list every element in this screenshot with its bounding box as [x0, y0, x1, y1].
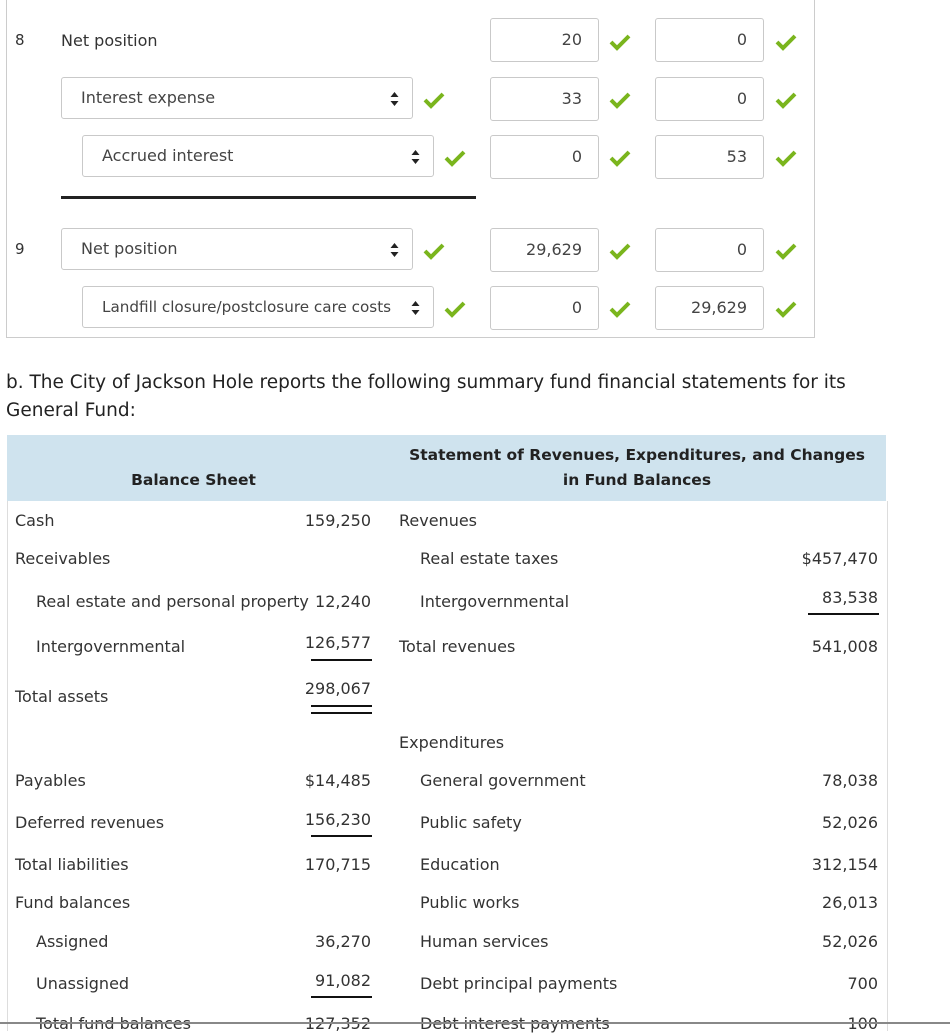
entry-number: 9: [15, 240, 25, 258]
check-icon: [609, 300, 631, 318]
os-value: 52,026: [822, 932, 878, 951]
balance-sheet-title: Balance Sheet: [131, 471, 256, 489]
entry-number: 8: [15, 31, 25, 49]
os-label: Debt principal payments: [420, 974, 618, 993]
credit-input[interactable]: 0: [655, 18, 764, 62]
bs-label: Unassigned: [36, 974, 130, 993]
statements-table: [7, 501, 888, 1031]
check-icon: [609, 91, 631, 109]
bs-value: 156,230: [304, 810, 371, 829]
check-icon: [775, 149, 797, 167]
account-label: Net position: [61, 31, 158, 50]
account-select[interactable]: [82, 135, 434, 177]
account-select-value: Landfill closure/postclosure care costs: [102, 298, 392, 316]
check-icon: [444, 149, 466, 167]
bs-label: Cash: [15, 511, 55, 530]
statements-table-header: [7, 435, 886, 501]
check-icon: [444, 300, 466, 318]
bs-value: 12,240: [315, 592, 371, 611]
check-icon: [423, 91, 445, 109]
operating-statement-title: Statement of Revenues, Expenditures, and Changes in Fund Balances: [409, 446, 865, 489]
bs-value: 170,715: [304, 855, 371, 874]
os-value: 83,538: [822, 588, 878, 607]
bs-value: 91,082: [315, 971, 371, 990]
check-icon: [423, 242, 445, 260]
check-icon: [775, 33, 797, 51]
check-icon: [609, 149, 631, 167]
os-value: 52,026: [822, 813, 878, 832]
bs-label: Total assets: [15, 687, 109, 706]
os-label: Public works: [420, 893, 520, 912]
account-select-value: Net position: [81, 239, 178, 258]
check-icon: [609, 242, 631, 260]
os-value: 312,154: [811, 855, 878, 874]
account-select[interactable]: [61, 228, 413, 270]
credit-input[interactable]: 53: [655, 135, 764, 179]
account-select-value: Interest expense: [81, 88, 216, 107]
bs-value: 298,067: [304, 679, 371, 698]
bs-value: 36,270: [315, 932, 371, 951]
debit-input[interactable]: 29,629: [490, 228, 599, 272]
bs-label: Receivables: [15, 549, 111, 568]
os-value: $457,470: [801, 549, 878, 568]
check-icon: [609, 33, 631, 51]
os-value: 541,008: [811, 637, 878, 656]
entry-divider: [61, 196, 476, 199]
credit-input[interactable]: 29,629: [655, 286, 764, 330]
os-label: General government: [420, 771, 586, 790]
os-label: Total revenues: [399, 637, 516, 656]
bs-label: Real estate and personal property: [36, 592, 309, 611]
credit-input[interactable]: 0: [655, 228, 764, 272]
account-select[interactable]: [82, 286, 434, 328]
credit-input[interactable]: 0: [655, 77, 764, 121]
subtotal-rule: [808, 613, 879, 615]
bs-label: Fund balances: [15, 893, 131, 912]
debit-input[interactable]: 20: [490, 18, 599, 62]
bs-value: 159,250: [304, 511, 371, 530]
os-value: 78,038: [822, 771, 878, 790]
bs-value: 126,577: [304, 633, 371, 652]
os-value: 700: [847, 974, 878, 993]
double-rule: [311, 705, 372, 707]
os-value: 26,013: [822, 893, 878, 912]
subtotal-rule: [311, 659, 372, 661]
os-label: Education: [420, 855, 500, 874]
bs-label: Deferred revenues: [15, 813, 165, 832]
updown-arrow-icon: [411, 300, 420, 316]
updown-arrow-icon: [390, 91, 399, 107]
os-label: Expenditures: [399, 733, 505, 752]
os-label: Human services: [420, 932, 549, 951]
updown-arrow-icon: [390, 242, 399, 258]
bs-value: $14,485: [304, 771, 371, 790]
double-rule: [311, 712, 372, 714]
question-text: b. The City of Jackson Hole reports the following summary fund financial statements for its General Fund:: [6, 372, 846, 421]
debit-input[interactable]: 0: [490, 286, 599, 330]
account-select-value: Accrued interest: [102, 146, 234, 165]
os-label: Real estate taxes: [420, 549, 559, 568]
subtotal-rule: [311, 996, 372, 998]
bs-label: Payables: [15, 771, 86, 790]
debit-input[interactable]: 33: [490, 77, 599, 121]
os-label: Intergovernmental: [420, 592, 570, 611]
check-icon: [775, 242, 797, 260]
debit-input[interactable]: 0: [490, 135, 599, 179]
check-icon: [775, 91, 797, 109]
bs-label: Intergovernmental: [36, 637, 186, 656]
bs-label: Total liabilities: [15, 855, 129, 874]
check-icon: [775, 300, 797, 318]
os-label: Revenues: [399, 511, 478, 530]
bs-label: Assigned: [36, 932, 109, 951]
account-select[interactable]: [61, 77, 413, 119]
subtotal-rule: [311, 835, 372, 837]
updown-arrow-icon: [411, 149, 420, 165]
os-label: Public safety: [420, 813, 522, 832]
